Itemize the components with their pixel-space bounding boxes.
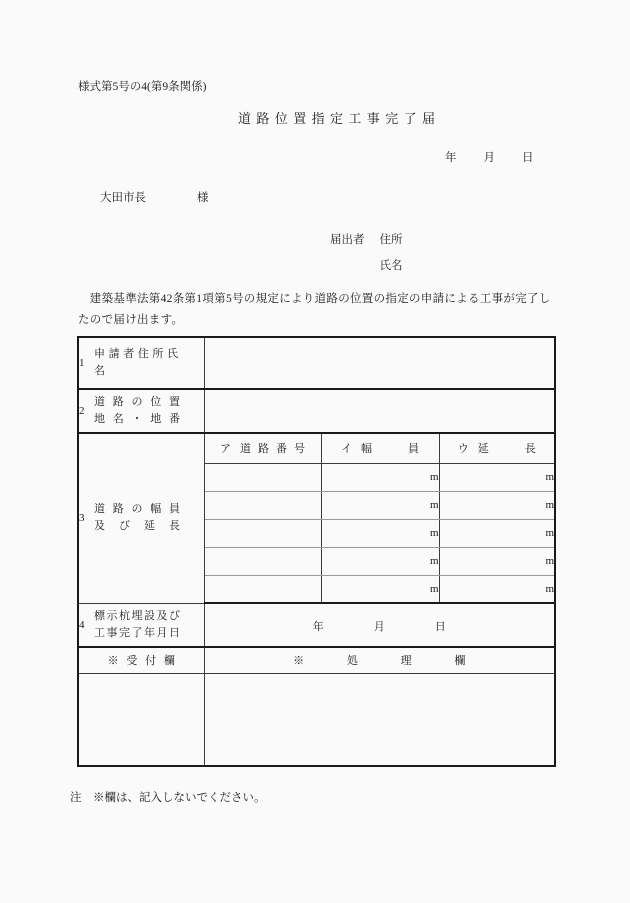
row2-label-line2: 地名・地番: [94, 413, 180, 425]
addressee-line: [100, 189, 209, 205]
column-header-kana-u: ウ: [457, 443, 469, 456]
length-cell-2: m: [439, 491, 555, 519]
form-table-container: [77, 336, 556, 767]
reception-box-cell: [78, 673, 204, 766]
width-cell-1: m: [321, 463, 439, 491]
column-header-kana-i: イ: [341, 443, 352, 456]
page-title: 道路位置指定工事完了届: [238, 111, 441, 126]
date-year-label: 年: [445, 152, 457, 164]
road-number-cell-4: [204, 547, 321, 575]
column-header-kana-a: ア: [220, 443, 231, 456]
date-line: [445, 149, 534, 165]
declarant-label: 届出者: [330, 234, 365, 246]
road-number-cell-1: [204, 463, 321, 491]
processing-box-cell: [204, 673, 555, 766]
date-day-label: 日: [522, 152, 534, 164]
column-header-length: [439, 433, 555, 463]
declarant-block: [330, 231, 403, 273]
road-number-cell-5: [204, 575, 321, 603]
width-cell-3: m: [321, 519, 439, 547]
row-office-use-headers: [78, 647, 555, 673]
row1-number: 1: [79, 357, 85, 369]
row-location: [78, 389, 555, 433]
row2-number: 2: [79, 405, 85, 417]
addressee-honorific: 様: [197, 192, 209, 204]
body-paragraph: [78, 289, 560, 331]
body-line-1: 建築基準法第42条第1項第5号の規定により道路の位置の指定の申請による工事が完了し: [78, 293, 551, 305]
length-cell-1: m: [439, 463, 555, 491]
declarant-name-label: 氏名: [379, 260, 403, 272]
width-cell-5: m: [321, 575, 439, 603]
row2-input-cell: [204, 389, 555, 433]
reception-column-header: ※ 受 付 欄: [78, 647, 204, 673]
declarant-address-label: 住所: [379, 234, 403, 246]
date-month-label: 月: [483, 152, 495, 164]
completion-year-label: 年: [312, 621, 324, 633]
processing-column-header: ※ 処 理 欄: [204, 647, 555, 673]
row-office-use-cells: [78, 673, 555, 766]
body-line-2: たので届け出ます。: [78, 314, 184, 326]
completion-day-label: 日: [434, 621, 446, 633]
column-header-label-road-number: 道路番号: [240, 443, 305, 456]
width-cell-2: m: [321, 491, 439, 519]
row2-label-line1: 道路の位置: [94, 396, 180, 408]
length-cell-5: m: [439, 575, 555, 603]
form-table: [77, 336, 556, 767]
column-header-road-number: [204, 433, 321, 463]
row3-label-line1: 道路の幅員: [94, 503, 180, 516]
row-applicant: [78, 337, 555, 389]
row1-label: 申請者住所氏名: [94, 348, 180, 377]
road-number-cell-3: [204, 519, 321, 547]
row-completion-date: [78, 603, 555, 647]
row2-label-cell: [78, 389, 204, 433]
row4-number: 4: [79, 618, 85, 631]
width-cell-4: m: [321, 547, 439, 575]
length-cell-4: m: [439, 547, 555, 575]
footnote: 注 ※欄は、記入しないでください。: [70, 792, 266, 804]
row3-label-line2: 及び延長: [94, 520, 180, 533]
row4-label-line1: 標示杭埋設及び: [94, 609, 180, 622]
row1-label-cell: [78, 337, 204, 389]
row3-number: 3: [79, 512, 85, 525]
addressee-name: 大田市長: [100, 192, 146, 204]
row-width-length-header: [78, 433, 555, 463]
completion-month-label: 月: [373, 621, 385, 633]
length-cell-3: m: [439, 519, 555, 547]
row1-input-cell: [204, 337, 555, 389]
row4-label-cell: [78, 603, 204, 647]
column-header-label-width: 幅員: [361, 443, 419, 456]
row4-date-cell: [204, 603, 555, 647]
road-number-cell-2: [204, 491, 321, 519]
row4-label-line2: 工事完了年月日: [94, 626, 180, 639]
column-header-label-length: 延長: [477, 443, 536, 456]
column-header-width: [321, 433, 439, 463]
row3-label-cell: [78, 433, 204, 603]
form-number: 様式第5号の4(第9条関係): [78, 81, 207, 93]
